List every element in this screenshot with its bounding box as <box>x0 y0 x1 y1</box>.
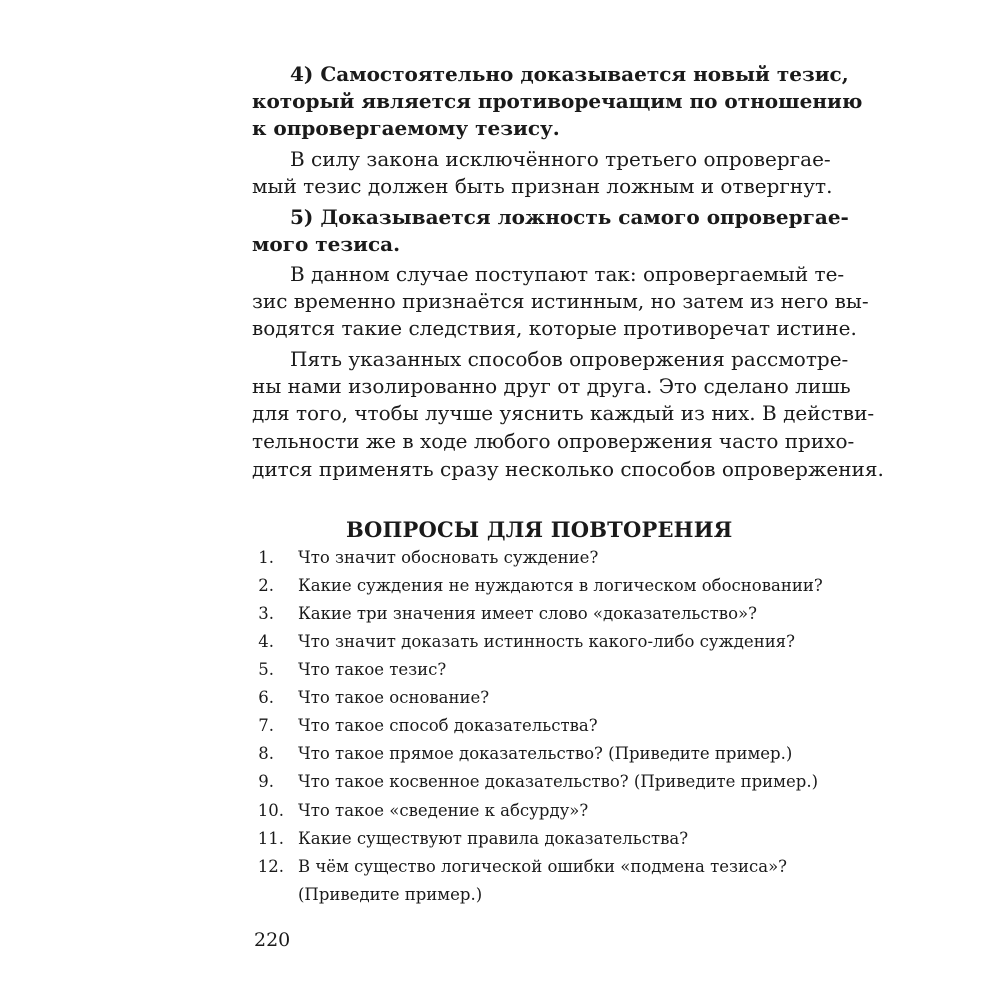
section-heading: ВОПРОСЫ ДЛЯ ПОВТОРЕНИЯ <box>346 517 733 542</box>
body-line: ны нами изолированно друг от друга. Это сделано лишь <box>252 374 851 398</box>
question-text: Что такое способ доказательства? <box>298 716 598 735</box>
body-line: зис временно признаётся истинным, но затем из него вы- <box>252 289 869 313</box>
body-line: Пять указанных способов опровержения рассмотре- <box>290 347 849 371</box>
body-line: водятся такие следствия, которые противоречат истине. <box>252 316 857 340</box>
page-number: 220 <box>254 929 291 951</box>
body-line: В силу закона исключённого третьего опровергае- <box>290 147 831 171</box>
question-text: Что такое прямое доказательство? (Приведите пример.) <box>298 744 793 763</box>
question-text: Что такое косвенное доказательство? (Приведите пример.) <box>298 772 819 791</box>
question-number: 12. <box>257 857 284 876</box>
question-text: Что значит обосновать суждение? <box>298 548 599 567</box>
question-number: 9. <box>258 772 274 791</box>
body-line: который является противоречащим по отношению <box>252 89 863 113</box>
question-text: Что такое «сведение к абсурду»? <box>298 801 589 820</box>
body-line: тельности же в ходе любого опровержения часто прихо- <box>252 429 855 453</box>
question-number: 2. <box>258 576 274 595</box>
question-text: Какие суждения не нуждаются в логическом обосновании? <box>298 576 823 595</box>
question-text: Какие существуют правила доказательства? <box>298 829 689 848</box>
body-line: для того, чтобы лучше уяснить каждый из них. В действи- <box>252 401 875 425</box>
question-text-continuation: (Приведите пример.) <box>298 885 483 904</box>
question-number: 4. <box>258 632 274 651</box>
body-line: 4) Самостоятельно доказывается новый тезис, <box>290 62 849 86</box>
question-number: 6. <box>258 688 274 707</box>
body-line: дится применять сразу несколько способов опровержения. <box>252 457 884 481</box>
question-number: 5. <box>258 660 274 679</box>
question-number: 11. <box>257 829 284 848</box>
question-text: Какие три значения имеет слово «доказательство»? <box>298 604 757 623</box>
question-text: В чём существо логической ошибки «подмена тезиса»? <box>298 857 788 876</box>
question-number: 8. <box>258 744 274 763</box>
body-line: к опровергаемому тезису. <box>252 116 560 140</box>
body-line: мого тезиса. <box>252 232 401 256</box>
question-number: 7. <box>258 716 274 735</box>
question-text: Что значит доказать истинность какого-либо суждения? <box>298 632 795 651</box>
question-number: 3. <box>258 604 274 623</box>
question-number: 1. <box>258 548 274 567</box>
question-number: 10. <box>257 801 284 820</box>
body-line: мый тезис должен быть признан ложным и отвергнут. <box>252 174 833 198</box>
question-text: Что такое тезис? <box>298 660 447 679</box>
question-text: Что такое основание? <box>298 688 490 707</box>
body-line: В данном случае поступают так: опровергаемый те- <box>290 262 845 286</box>
body-line: 5) Доказывается ложность самого опровергае- <box>290 205 849 229</box>
